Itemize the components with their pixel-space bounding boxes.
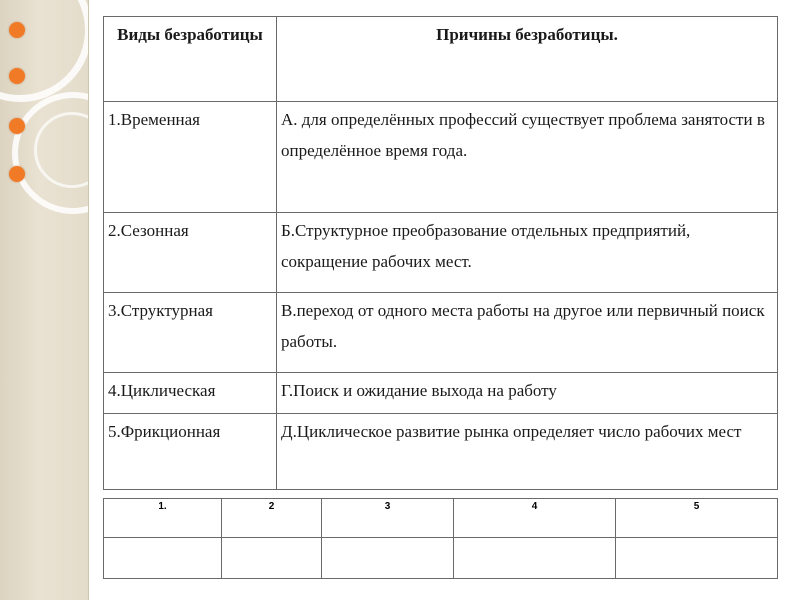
- table-row: [104, 373, 778, 414]
- bullet-dot-icon: [9, 22, 25, 38]
- table-row: [104, 414, 778, 490]
- answer-cell[interactable]: [104, 538, 222, 579]
- answer-header-cell: 4: [454, 499, 616, 538]
- unemployment-cause: В.переход от одного места работы на другое или первичный поиск работы.: [277, 293, 778, 373]
- unemployment-cause: Д.Циклическое развитие рынка определяет число рабочих мест: [277, 414, 778, 490]
- answer-header-cell: 3: [322, 499, 454, 538]
- answer-input-row: [104, 538, 778, 579]
- bullet-dot-icon: [9, 68, 25, 84]
- table-header-row: [104, 17, 778, 102]
- header-causes: Причины безработицы.: [277, 17, 778, 102]
- answer-header-cell: 5: [616, 499, 778, 538]
- unemployment-type: 2.Сезонная: [104, 213, 277, 293]
- bullet-dot-icon: [9, 118, 25, 134]
- table-row: [104, 213, 778, 293]
- unemployment-type: 3.Структурная: [104, 293, 277, 373]
- bullet-dot-icon: [9, 166, 25, 182]
- answer-header-cell: 2: [222, 499, 322, 538]
- answer-cell[interactable]: [616, 538, 778, 579]
- answer-header-row: [104, 499, 778, 538]
- answer-cell[interactable]: [322, 538, 454, 579]
- answer-cell[interactable]: [222, 538, 322, 579]
- unemployment-cause: Б.Структурное преобразование отдельных предприятий, сокращение рабочих мест.: [277, 213, 778, 293]
- answer-grid: [103, 498, 778, 579]
- decorative-side-strip: [0, 0, 89, 600]
- unemployment-cause: Г.Поиск и ожидание выхода на работу: [277, 373, 778, 414]
- decorative-ring: [0, 0, 89, 102]
- unemployment-type: 1.Временная: [104, 102, 277, 213]
- table-row: [104, 102, 778, 213]
- table-row: [104, 293, 778, 373]
- unemployment-type: 5.Фрикционная: [104, 414, 277, 490]
- answer-header-cell: 1.: [104, 499, 222, 538]
- unemployment-cause: А. для определённых профессий существует проблема занятости в определённое время года.: [277, 102, 778, 213]
- answer-cell[interactable]: [454, 538, 616, 579]
- header-types: Виды безработицы: [104, 17, 277, 102]
- unemployment-type: 4.Циклическая: [104, 373, 277, 414]
- unemployment-table: [103, 16, 778, 490]
